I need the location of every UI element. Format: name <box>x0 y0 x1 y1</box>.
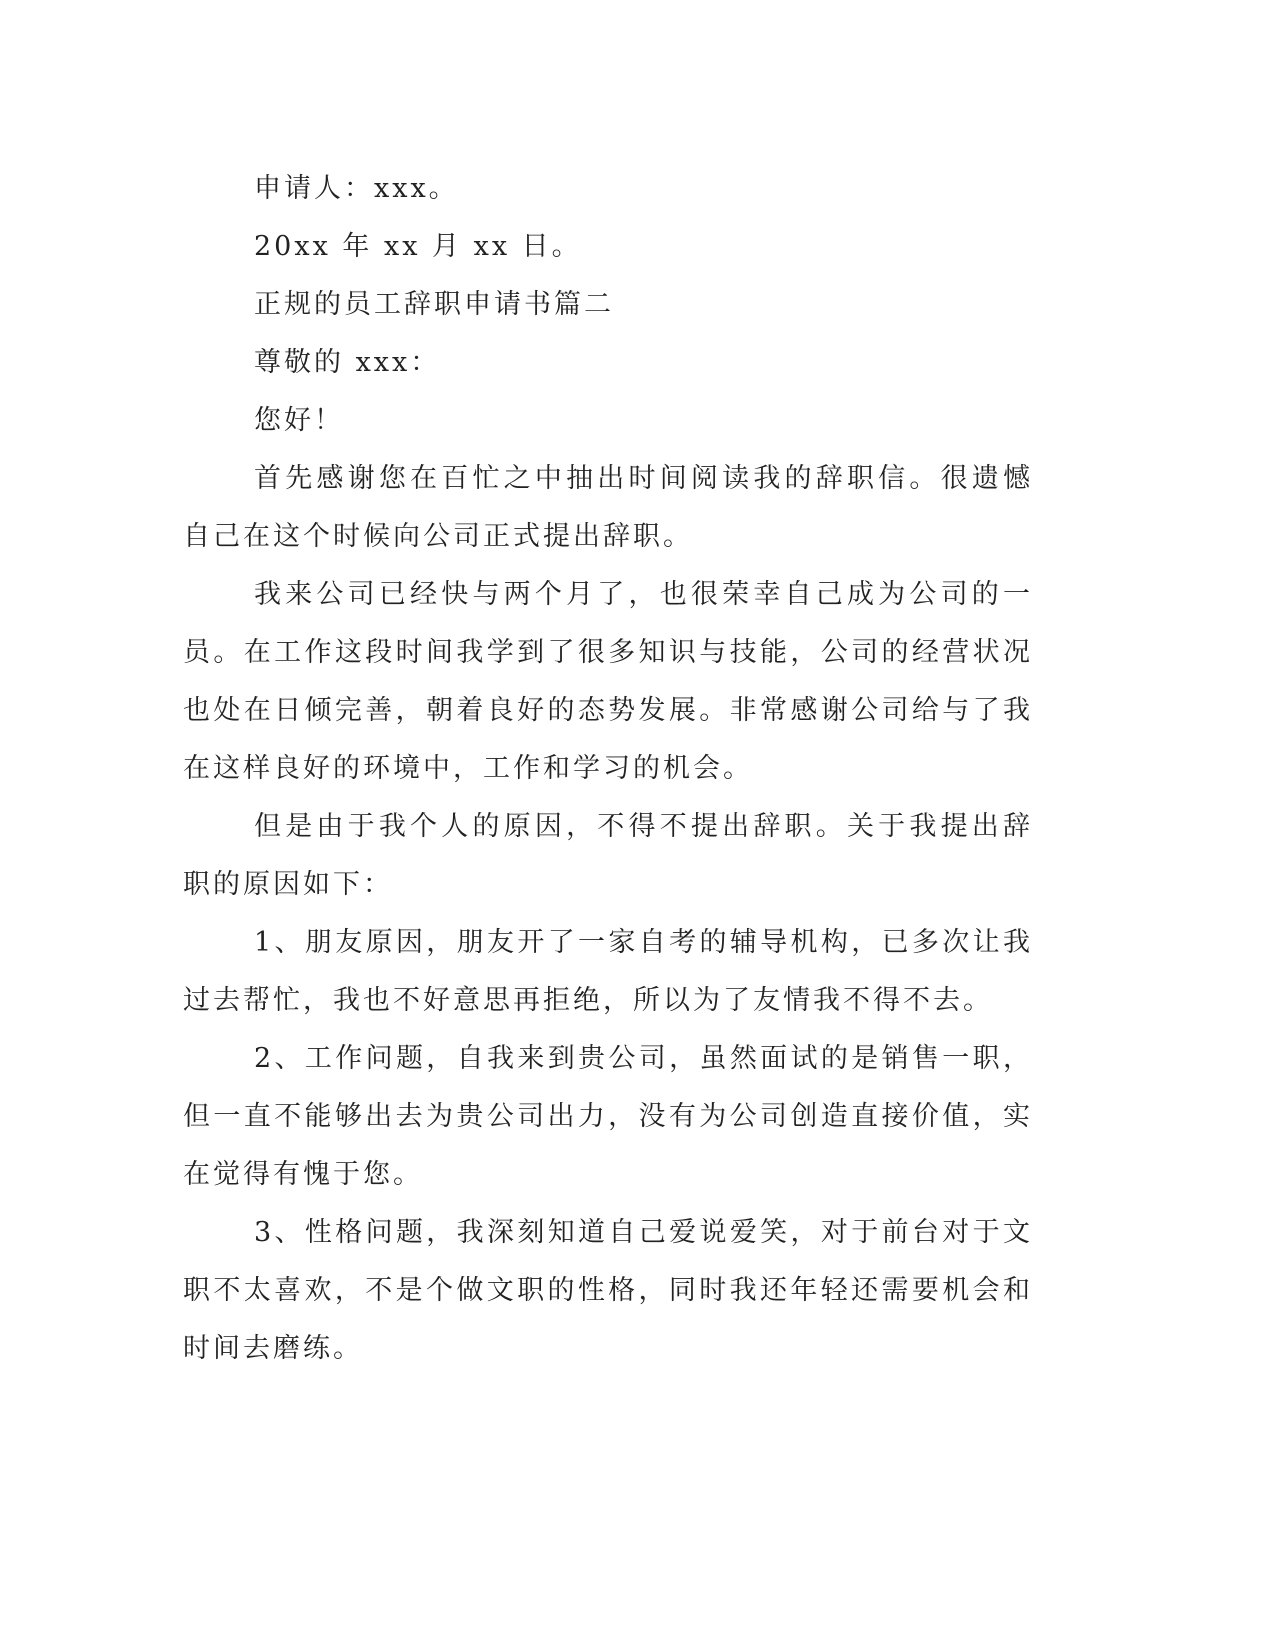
document-body <box>183 160 1033 1378</box>
applicant-line: 申请人：xxx。 <box>254 173 459 204</box>
greeting: 您好！ <box>254 405 344 436</box>
paragraph-reasons-intro: 但是由于我个人的原因，不得不提出辞职。关于我提出辞职的原因如下： <box>183 811 1033 900</box>
reason-item-1: 1、朋友原因，朋友开了一家自考的辅导机构，已多次让我过去帮忙，我也不好意思再拒绝，所以为了友情我不得不去。 <box>183 927 1033 1016</box>
date-line: 20xx 年 xx 月 xx 日。 <box>254 231 582 262</box>
section-title: 正规的员工辞职申请书篇二 <box>254 289 614 320</box>
reason-item-2: 2、工作问题，自我来到贵公司，虽然面试的是销售一职，但一直不能够出去为贵公司出力，没有为公司创造直接价值，实在觉得有愧于您。 <box>183 1043 1033 1190</box>
salutation: 尊敬的 xxx： <box>254 347 441 378</box>
reason-item-3: 3、性格问题，我深刻知道自己爱说爱笑，对于前台对于文职不太喜欢，不是个做文职的性格，同时我还年轻还需要机会和时间去磨练。 <box>183 1217 1033 1364</box>
paragraph-intro: 首先感谢您在百忙之中抽出时间阅读我的辞职信。很遗憾自己在这个时候向公司正式提出辞职。 <box>183 463 1033 552</box>
paragraph-background: 我来公司已经快与两个月了，也很荣幸自己成为公司的一员。在工作这段时间我学到了很多知识与技能，公司的经营状况也处在日倾完善，朝着良好的态势发展。非常感谢公司给与了我在这样良好的环境中，工作和学习的机会。 <box>183 579 1033 784</box>
